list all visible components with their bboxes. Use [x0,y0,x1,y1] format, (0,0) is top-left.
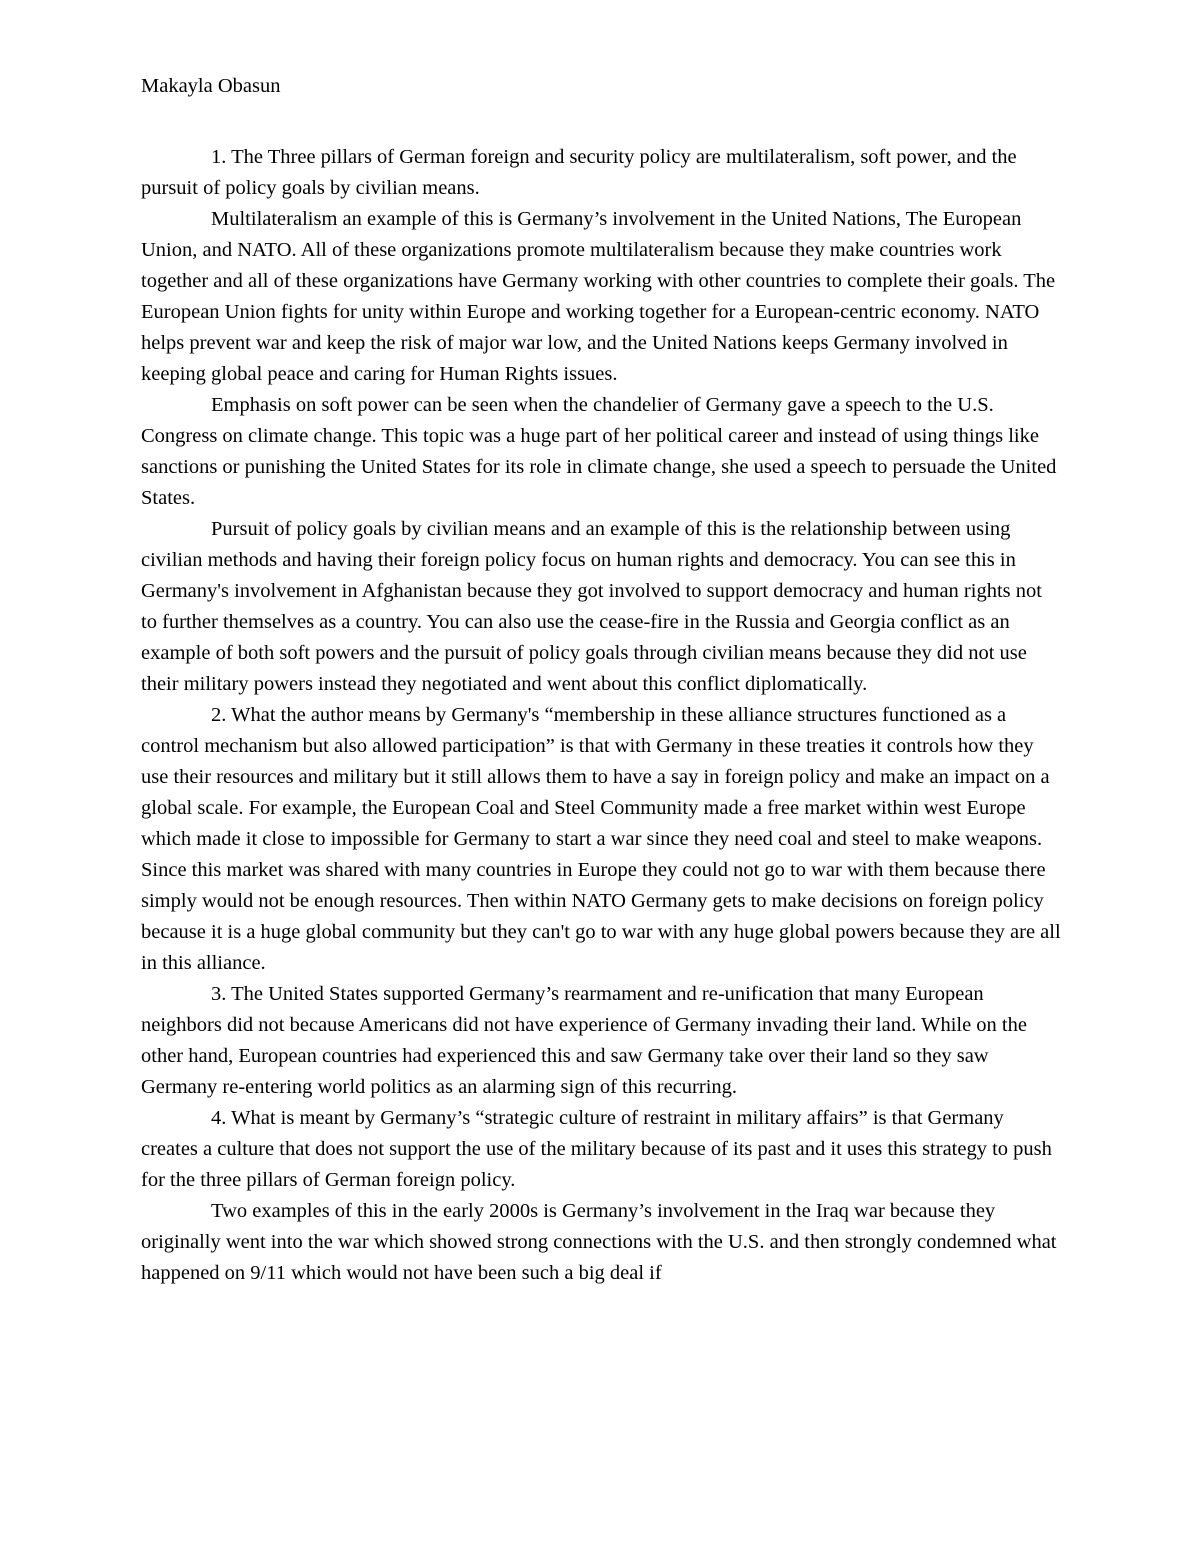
paragraph-soft-power: Emphasis on soft power can be seen when the chandelier of Germany gave a speech to the U.S. Congress on climate change. This topic was a huge part of her political career and instead of using things like sanctions or punishing the United States for its role in climate change, she used a speech to persuade the United States. [141,394,1057,509]
document-body [141,142,1061,1289]
paragraph-civilian-means: Pursuit of policy goals by civilian means and an example of this is the relationship between using civilian methods and having their foreign policy focus on human rights and democracy. You can see this in Germany's involvement in Afghanistan because they got involved to support democracy and human rights not to further themselves as a country. You can also use the cease-fire in the Russia and Georgia conflict as an example of both soft powers and the pursuit of policy goals through civilian means because they did not use their military powers instead they negotiated and went about this conflict diplomatically. [141,518,1042,695]
author-name: Makayla Obasun [141,75,281,97]
paragraph-q1-intro: 1. The Three pillars of German foreign and security policy are multilateralism, soft power, and the pursuit of policy goals by civilian means. [141,146,1017,199]
paragraph-multilateralism: Multilateralism an example of this is Germany’s involvement in the United Nations, The European Union, and NATO. All of these organizations promote multilateralism because they make countries work together and all of these organizations have Germany working with other countries to complete their goals. The European Union fights for unity within Europe and working together for a European-centric economy. NATO helps prevent war and keep the risk of major war low, and the United Nations keeps Germany involved in keeping global peace and caring for Human Rights issues. [141,208,1056,385]
paragraph-q4-examples: Two examples of this in the early 2000s is Germany’s involvement in the Iraq war because they originally went into the war which showed strong connections with the U.S. and then strongly condemned what happened on 9/11 which would not have been such a big deal if [141,1200,1057,1284]
paragraph-q4: 4. What is meant by Germany’s “strategic culture of restraint in military affairs” is that Germany creates a culture that does not support the use of the military because of its past and it uses this strategy to push for the three pillars of German foreign policy. [141,1107,1052,1191]
paragraph-q2: 2. What the author means by Germany's “membership in these alliance structures functioned as a control mechanism but also allowed participation” is that with Germany in these treaties it controls how they use their resources and military but it still allows them to have a say in foreign policy and make an impact on a global scale. For example, the European Coal and Steel Community made a free market within west Europe which made it close to impossible for Germany to start a war since they need coal and steel to make weapons. Since this market was shared with many countries in Europe they could not go to war with them because there simply would not be enough resources. Then within NATO Germany gets to make decisions on foreign policy because it is a huge global community but they can't go to war with any huge global powers because they are all in this alliance. [141,704,1061,974]
paragraph-q3: 3. The United States supported Germany’s rearmament and re-unification that many European neighbors did not because Americans did not have experience of Germany invading their land. While on the other hand, European countries had experienced this and saw Germany take over their land so they saw Germany re-entering world politics as an alarming sign of this recurring. [141,983,1027,1098]
